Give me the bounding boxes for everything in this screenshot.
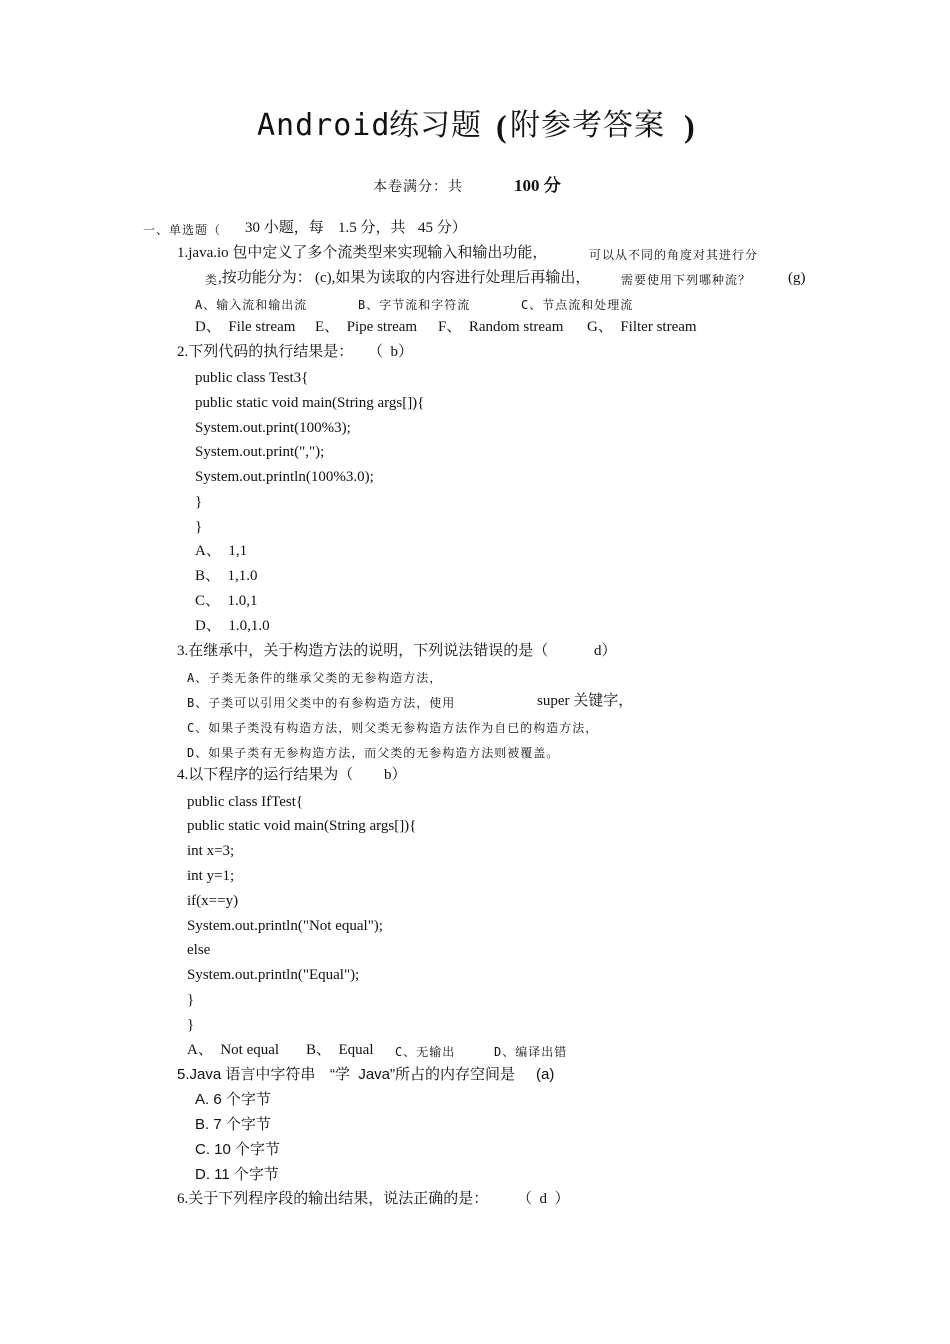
q4-code-line: } bbox=[187, 1017, 195, 1033]
q2-code-line: System.out.println(100%3.0); bbox=[195, 469, 374, 485]
q4-stem: 4.以下程序的运行结果为（ bbox=[177, 767, 354, 783]
q3-option-a: A、子类无条件的继承父类的无参构造方法， bbox=[187, 671, 443, 685]
q2-stem: 2.下列代码的执行结果是： bbox=[177, 344, 354, 360]
q1-option-f: F、 Random stream bbox=[438, 319, 564, 335]
q3-option-c: C、如果子类没有构造方法，则父类无参构造方法作为自已的构造方法， bbox=[187, 721, 599, 735]
q3-option-b-keyword: super 关键字， bbox=[537, 693, 634, 709]
q1-answer: (g) bbox=[788, 270, 806, 286]
q1-stem-c: 类 bbox=[205, 273, 219, 287]
q4-code-line: if(x==y) bbox=[187, 893, 239, 909]
q2-code-line: public static void main(String args[]){ bbox=[195, 395, 425, 411]
q5-option: D. 11 个字节 bbox=[195, 1166, 279, 1183]
q1-option-b: B、字节流和字符流 bbox=[358, 298, 471, 312]
q2-option: A、 1,1 bbox=[195, 543, 248, 559]
q4-code-line: public static void main(String args[]){ bbox=[187, 818, 417, 834]
q4-option-a: A、 Not equal bbox=[187, 1042, 280, 1058]
q1-stem-f: 需要使用下列哪种流？ bbox=[621, 273, 752, 287]
q1-option-c: C、节点流和处理流 bbox=[521, 298, 634, 312]
q2-code-line: } bbox=[195, 494, 203, 510]
section-heading-d: 45 分） bbox=[418, 220, 467, 236]
q4-code-line: else bbox=[187, 942, 211, 958]
score-value: 100 分 bbox=[514, 176, 561, 195]
q5-stem-a: 5.Java 语言中字符串 bbox=[177, 1066, 316, 1083]
q1-option-e: E、 Pipe stream bbox=[315, 319, 418, 335]
q2-option: D、 1.0,1.0 bbox=[195, 618, 270, 634]
q1-stem-d: ,按功能分为： bbox=[218, 270, 312, 286]
q4-code-line: int y=1; bbox=[187, 868, 235, 884]
q2-code-line: System.out.print(","); bbox=[195, 444, 325, 460]
q1-stem-a: 1.java.io 包中定义了多个流类型来实现输入和输出功能， bbox=[177, 245, 548, 261]
q2-code-line: } bbox=[195, 519, 203, 535]
q4-answer: b） bbox=[384, 767, 407, 783]
q2-code-line: System.out.print(100%3); bbox=[195, 420, 351, 436]
q1-stem-b: 可以从不同的角度对其进行分 bbox=[589, 248, 759, 262]
q3-stem: 3.在继承中，关于构造方法的说明，下列说法错误的是（ bbox=[177, 643, 549, 659]
title-close-paren: ) bbox=[684, 108, 695, 144]
q1-option-d: D、 File stream bbox=[195, 319, 296, 335]
q4-code-line: public class IfTest{ bbox=[187, 794, 304, 810]
q6-answer: （ d ） bbox=[517, 1191, 570, 1207]
q5-option: A. 6 个字节 bbox=[195, 1091, 271, 1108]
section-heading-a: 一、单选题（ bbox=[143, 223, 222, 237]
score-label: 本卷满分：共 bbox=[373, 179, 463, 195]
q2-answer: （ b） bbox=[368, 344, 414, 360]
title-answer-note: 附参考答案 bbox=[510, 108, 665, 143]
title-practice: 练习题 bbox=[389, 108, 482, 143]
q1-stem-e: (c),如果为读取的内容进行处理后再输出， bbox=[315, 270, 591, 286]
q1-option-g: G、 Filter stream bbox=[587, 319, 697, 335]
q4-code-line: System.out.println("Not equal"); bbox=[187, 918, 383, 934]
q4-code-line: int x=3; bbox=[187, 843, 235, 859]
q2-option: C、 1.0,1 bbox=[195, 593, 258, 609]
q3-answer: d） bbox=[594, 643, 617, 659]
q5-option: B. 7 个字节 bbox=[195, 1116, 271, 1133]
q5-option: C. 10 个字节 bbox=[195, 1141, 281, 1158]
q1-option-a: A、输入流和输出流 bbox=[195, 298, 308, 312]
q5-answer: (a) bbox=[536, 1066, 555, 1083]
q4-code-line: } bbox=[187, 992, 195, 1008]
title-android: Android bbox=[257, 108, 391, 143]
q4-option-b: B、 Equal bbox=[306, 1042, 374, 1058]
section-heading-c: 1.5 分，共 bbox=[338, 220, 406, 236]
q3-option-d: D、如果子类有无参构造方法，而父类的无参构造方法则被覆盖。 bbox=[187, 746, 560, 760]
q2-option: B、 1,1.0 bbox=[195, 568, 258, 584]
q3-option-b: B、子类可以引用父类中的有参构造方法，使用 bbox=[187, 696, 456, 710]
title-open-paren: ( bbox=[496, 108, 507, 144]
q2-code-line: public class Test3{ bbox=[195, 370, 309, 386]
q4-code-line: System.out.println("Equal"); bbox=[187, 967, 360, 983]
q6-stem: 6.关于下列程序段的输出结果，说法正确的是： bbox=[177, 1191, 489, 1207]
q4-option-c: C、无输出 bbox=[395, 1045, 456, 1059]
q4-option-d: D、编译出错 bbox=[494, 1045, 568, 1059]
section-heading-b: 30 小题，每 bbox=[245, 220, 324, 236]
q5-stem-b: “学 Java”所占的内存空间是 bbox=[330, 1066, 516, 1083]
